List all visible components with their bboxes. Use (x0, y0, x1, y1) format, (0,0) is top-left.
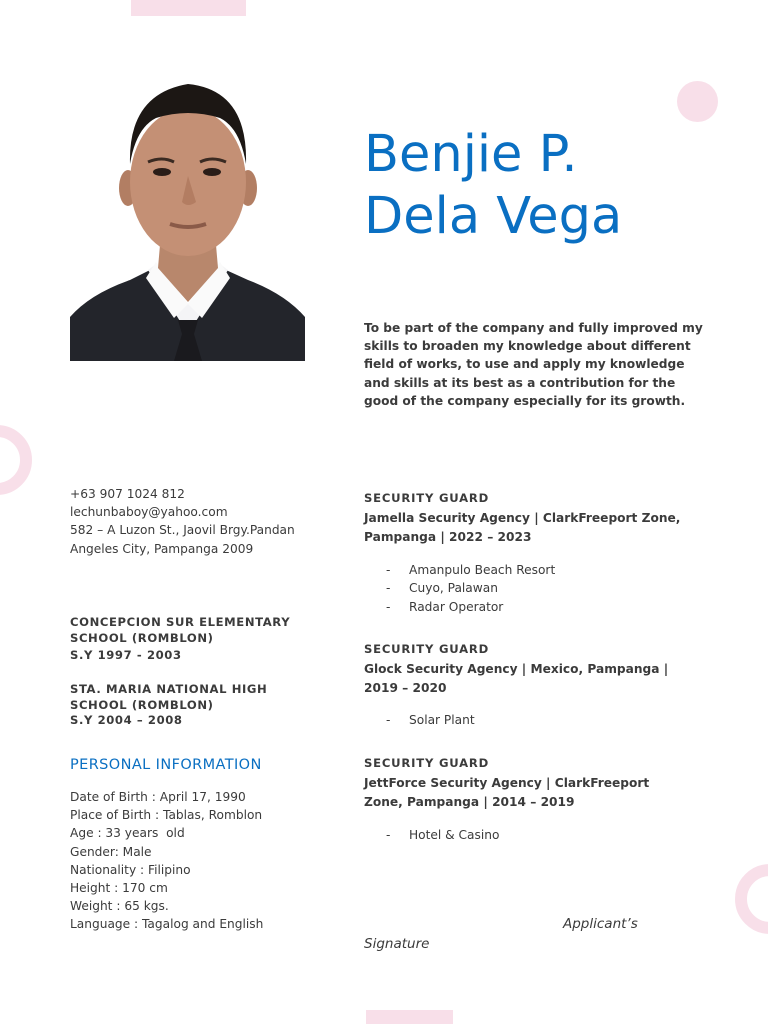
signature-label-line-2: Signature (364, 936, 430, 952)
decorative-ring-right (735, 864, 768, 934)
job-details-list (364, 711, 704, 729)
decorative-bar-top (131, 0, 246, 16)
job-detail: Radar Operator (409, 599, 504, 614)
dash-bullet: - (386, 599, 391, 614)
job-detail: Cuyo, Palawan (409, 581, 498, 596)
job-title: SECURITY GUARD (364, 756, 490, 770)
job-company (364, 509, 704, 546)
job-details-list (364, 826, 704, 844)
personal-info-item: Language : Tagalog and English (70, 917, 264, 932)
phone-number: +63 907 1024 812 (70, 487, 185, 501)
career-objective: To be part of the company and fully improved my skills to broaden my knowledge about different field of works, to use and apply my knowledge and skills at its best as a contribution for the good of the company especially for its growth. (364, 321, 703, 408)
job-company-line-2: Zone, Pampanga | 2014 – 2019 (364, 794, 575, 809)
address-line-1: 582 – A Luzon St., Jaovil Brgy.Pandan (70, 523, 295, 538)
job-company-line-1: Glock Security Agency | Mexico, Pampanga | (364, 662, 669, 676)
personal-info-item: Age : 33 years old (70, 826, 185, 841)
job-company-line-1: Jamella Security Agency | ClarkFreeport Zone, (364, 511, 681, 525)
job-company-line-1: JettForce Security Agency | ClarkFreeport (364, 776, 650, 790)
name-line-1: Benjie P. (364, 125, 578, 184)
education-entry (70, 615, 330, 664)
dash-bullet: - (386, 828, 391, 843)
dash-bullet: - (386, 713, 391, 728)
job-company (364, 660, 704, 697)
contact-info (70, 485, 350, 558)
email-address: lechunbaboy@yahoo.com (70, 505, 228, 520)
decorative-bar-bottom (366, 1010, 453, 1024)
list-item (364, 711, 704, 729)
personal-info-item: Place of Birth : Tablas, Romblon (70, 808, 263, 823)
personal-info-item: Height : 170 cm (70, 881, 168, 896)
job-company-line-2: 2019 – 2020 (364, 680, 447, 695)
job-detail: Hotel & Casino (409, 828, 500, 843)
decorative-dot (677, 81, 718, 122)
signature-label-line-1: Applicant’s (563, 916, 638, 932)
school-years: S.Y 1997 - 2003 (70, 648, 182, 663)
personal-info-item: Gender: Male (70, 844, 152, 859)
work-experience-entry (364, 490, 704, 616)
personal-info-item: Weight : 65 kgs. (70, 899, 169, 914)
school-name-line-2: SCHOOL (ROMBLON) (70, 697, 214, 712)
job-company (364, 774, 704, 811)
school-years: S.Y 2004 – 2008 (70, 713, 183, 728)
education-entry (70, 682, 330, 729)
school-name-line-1: CONCEPCION SUR ELEMENTARY (70, 615, 291, 629)
school-name-line-2: SCHOOL (ROMBLON) (70, 630, 214, 645)
job-company-line-2: Pampanga | 2022 – 2023 (364, 529, 532, 544)
work-experience-entry (364, 755, 704, 844)
list-item (364, 579, 704, 597)
work-experience-entry (364, 641, 704, 729)
personal-info-item: Nationality : Filipino (70, 862, 191, 877)
job-details-list (364, 561, 704, 616)
person-portrait-icon (70, 72, 305, 361)
job-title: SECURITY GUARD (364, 491, 490, 505)
dash-bullet: - (386, 581, 391, 596)
list-item (364, 598, 704, 616)
dash-bullet: - (386, 563, 391, 578)
list-item (364, 826, 704, 844)
personal-info-item: Date of Birth : April 17, 1990 (70, 790, 246, 804)
personal-info-heading: PERSONAL INFORMATION (70, 757, 262, 773)
address-line-2: Angeles City, Pampanga 2009 (70, 541, 254, 556)
school-name-line-1: STA. MARIA NATIONAL HIGH (70, 682, 268, 696)
applicant-name (364, 124, 744, 248)
personal-info-list (70, 788, 350, 934)
name-line-2: Dela Vega (364, 187, 623, 246)
decorative-ring-left (0, 425, 32, 495)
job-detail: Solar Plant (409, 713, 475, 728)
job-title: SECURITY GUARD (364, 642, 490, 656)
job-detail: Amanpulo Beach Resort (409, 563, 556, 578)
list-item (364, 561, 704, 579)
profile-photo (70, 72, 305, 361)
